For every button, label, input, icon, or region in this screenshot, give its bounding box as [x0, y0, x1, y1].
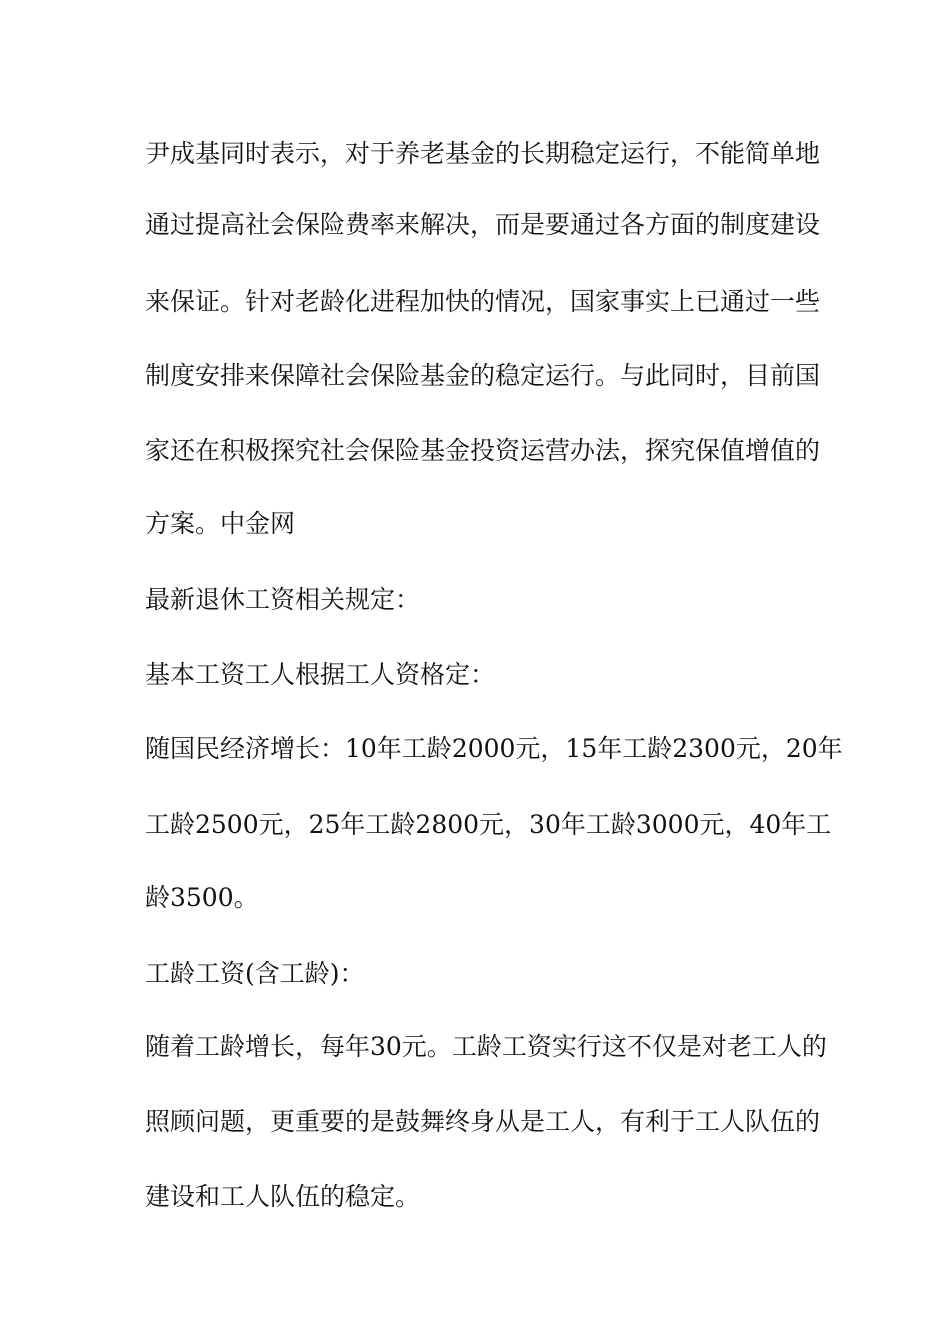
paragraph-line-wage-2: 工龄2500元，25年工龄2800元，30年工龄3000元，40年工 — [145, 810, 832, 839]
paragraph-line-6: 方案。中金网 — [145, 509, 296, 538]
paragraph-line-1: 尹成基同时表示，对于养老基金的长期稳定运行，不能简单地 — [145, 139, 821, 168]
subheading-seniority-wage: 工龄工资(含工龄)： — [145, 959, 365, 988]
paragraph-line-wage-3: 龄3500。 — [145, 883, 259, 912]
paragraph-line-2: 通过提高社会保险费率来解决，而是要通过各方面的制度建设 — [145, 210, 821, 239]
paragraph-line-4: 制度安排来保障社会保险基金的稳定运行。与此同时，目前国 — [145, 361, 821, 390]
paragraph-line-5: 家还在积极探究社会保险基金投资运营办法，探究保值增值的 — [145, 436, 821, 465]
paragraph-line-seniority-2: 照顾问题，更重要的是鼓舞终身从是工人，有利于工人队伍的 — [145, 1107, 821, 1136]
paragraph-line-3: 来保证。针对老龄化进程加快的情况，国家事实上已通过一些 — [145, 287, 821, 316]
paragraph-line-seniority-1: 随着工龄增长，每年30元。工龄工资实行这不仅是对老工人的 — [145, 1032, 827, 1061]
subheading-basic-wage: 基本工资工人根据工人资格定： — [145, 660, 496, 689]
section-heading-retirement-rules: 最新退休工资相关规定： — [145, 585, 421, 614]
paragraph-line-wage-1: 随国民经济增长：10年工龄2000元，15年工龄2300元，20年 — [145, 734, 843, 763]
paragraph-line-seniority-3: 建设和工人队伍的稳定。 — [145, 1182, 421, 1211]
